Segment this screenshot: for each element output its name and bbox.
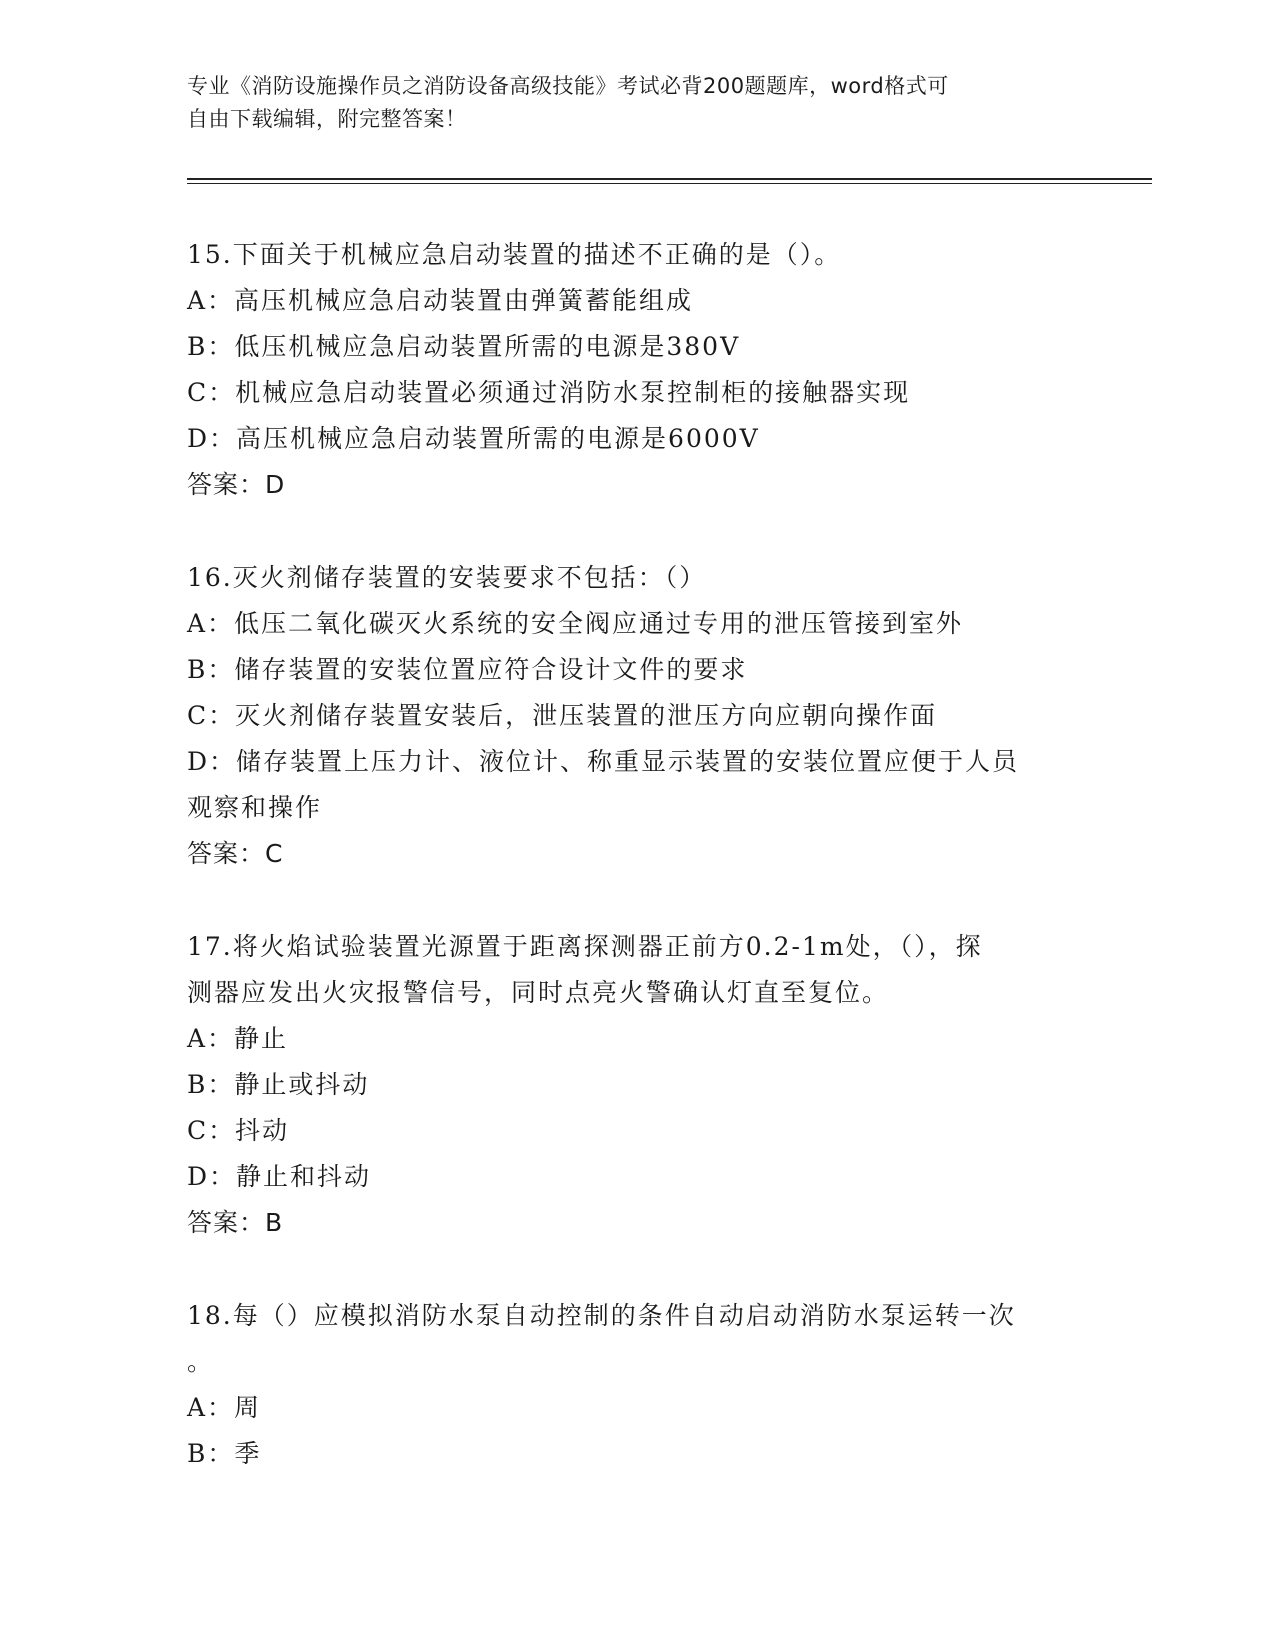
- question-18: [187, 1293, 1087, 1477]
- answer: 答案：B: [187, 1208, 284, 1237]
- option-a: A：低压二氧化碳灭火系统的安全阀应通过专用的泄压管接到室外: [187, 609, 964, 638]
- header-line-2: 自由下载编辑，附完整答案！: [187, 107, 467, 131]
- option-b: B：静止或抖动: [187, 1070, 370, 1099]
- header-line-1: 专业《消防设施操作员之消防设备高级技能》考试必背200题题库，word格式可: [187, 74, 949, 98]
- option-c: C：灭火剂储存装置安装后，泄压装置的泄压方向应朝向操作面: [187, 701, 938, 730]
- question-stem: 15.下面关于机械应急启动装置的描述不正确的是（）。: [187, 240, 842, 269]
- option-b: B：季: [187, 1439, 262, 1468]
- option-a: A：高压机械应急启动装置由弹簧蓄能组成: [187, 286, 694, 315]
- question-stem: 17.将火焰试验装置光源置于距离探测器正前方0.2-1m处，（），探: [187, 932, 983, 961]
- question-stem: 16.灭火剂储存装置的安装要求不包括：（）: [187, 563, 707, 592]
- question-16: [187, 555, 1087, 877]
- option-b: B：储存装置的安装位置应符合设计文件的要求: [187, 655, 748, 684]
- header-divider: [187, 178, 1152, 184]
- document-header: [187, 70, 1067, 136]
- option-c: C：机械应急启动装置必须通过消防水泵控制柜的接触器实现: [187, 378, 911, 407]
- option-a: A：静止: [187, 1024, 289, 1053]
- option-d: D：静止和抖动: [187, 1162, 372, 1191]
- question-stem-continued: 。: [187, 1347, 215, 1376]
- answer: 答案：C: [187, 839, 284, 868]
- option-d-continued: 观察和操作: [187, 793, 323, 822]
- question-stem-continued: 测器应发出火灾报警信号，同时点亮火警确认灯直至复位。: [187, 978, 890, 1007]
- option-a: A：周: [187, 1393, 262, 1422]
- question-stem: 18.每（）应模拟消防水泵自动控制的条件自动启动消防水泵运转一次: [187, 1301, 1016, 1330]
- question-list: [187, 232, 1087, 1524]
- question-17: [187, 924, 1087, 1246]
- question-15: [187, 232, 1087, 508]
- option-d: D：高压机械应急启动装置所需的电源是6000V: [187, 424, 760, 453]
- answer: 答案：D: [187, 470, 286, 499]
- option-c: C：抖动: [187, 1116, 290, 1145]
- option-d: D：储存装置上压力计、液位计、称重显示装置的安装位置应便于人员: [187, 747, 1020, 776]
- option-b: B：低压机械应急启动装置所需的电源是380V: [187, 332, 741, 361]
